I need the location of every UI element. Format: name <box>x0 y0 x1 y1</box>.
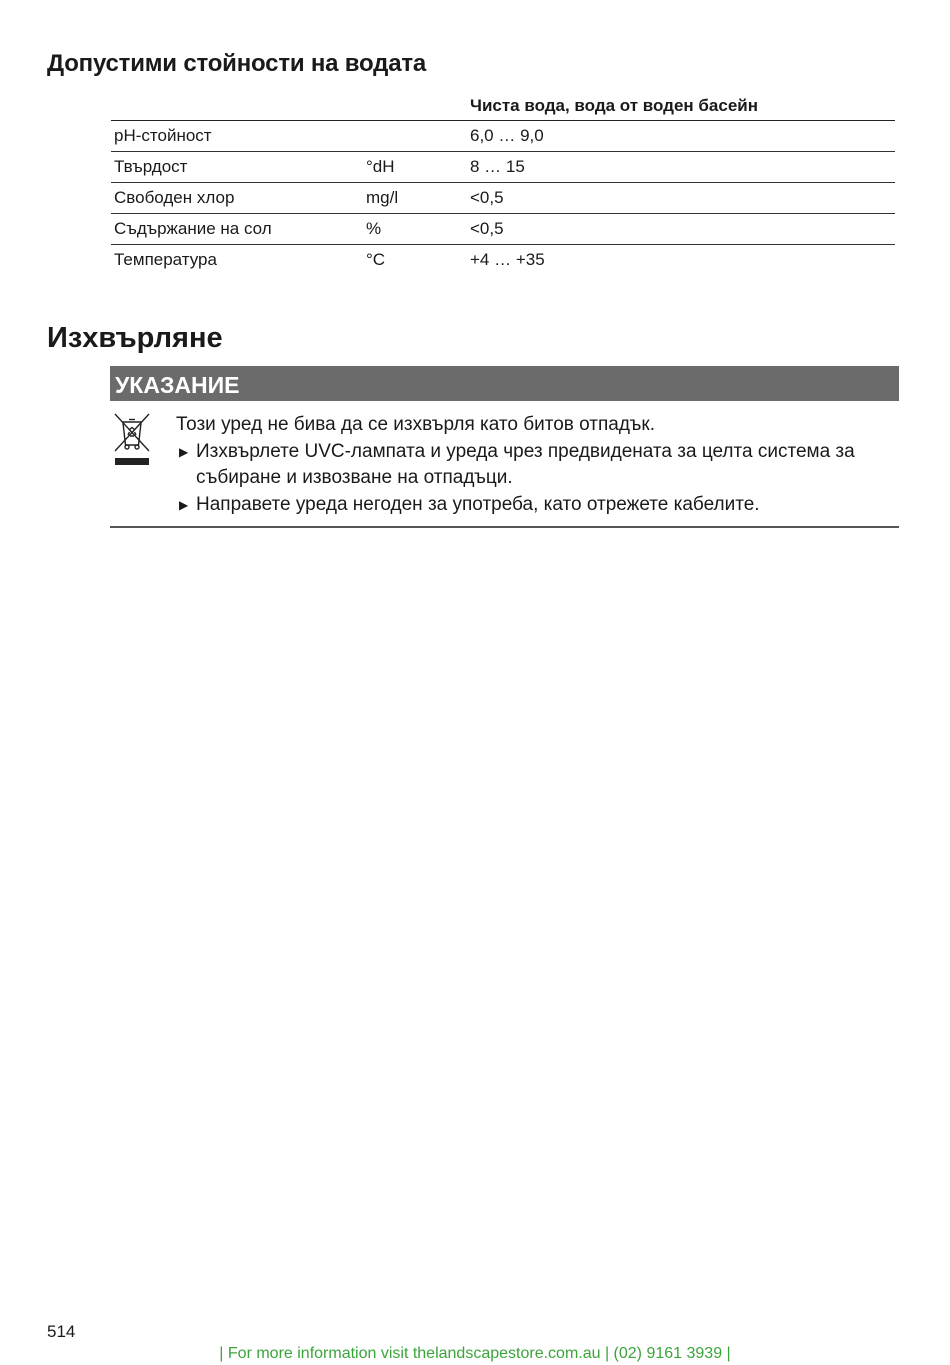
notice-text <box>176 412 886 519</box>
page-number: 514 <box>47 1322 76 1341</box>
table-cell: 8 … 15 <box>467 152 895 183</box>
table-row <box>111 245 895 276</box>
table-header-cell <box>111 92 363 121</box>
list-item <box>176 439 886 491</box>
table-row <box>111 152 895 183</box>
section-title-disposal: Изхвърляне <box>47 322 223 354</box>
table-cell: <0,5 <box>467 183 895 214</box>
table-cell: pH-стойност <box>111 121 363 152</box>
table-cell: +4 … +35 <box>470 250 545 269</box>
notice-box <box>110 402 899 528</box>
water-values-table <box>111 92 895 275</box>
table-cell: <0,5 <box>467 214 895 245</box>
table-row <box>111 183 895 214</box>
bullet-text: Изхвърлете UVC-лампата и уреда чрез предвидената за целта система за събиране и извозване на отпадъци. <box>196 441 855 488</box>
table-cell: Свободен хлор <box>111 183 363 214</box>
bullet-arrow-icon: ▶ <box>179 498 189 512</box>
table-header-cell: Чиста вода, вода от воден басейн <box>467 92 895 121</box>
table-row <box>111 121 895 152</box>
table-cell: °C <box>366 250 386 269</box>
table-cell: Температура <box>114 250 217 269</box>
notice-label-bar: УКАЗАНИЕ <box>110 366 899 401</box>
table-cell: 6,0 … 9,0 <box>467 121 895 152</box>
table-cell: °dH <box>363 152 467 183</box>
table-row <box>111 214 895 245</box>
table-cell: Съдържание на сол <box>111 214 363 245</box>
table-cell: mg/l <box>363 183 467 214</box>
table-cell: % <box>363 214 467 245</box>
bullet-arrow-icon: ▶ <box>179 445 189 459</box>
table-cell: Твърдост <box>111 152 363 183</box>
bullet-text: Направете уреда негоден за употреба, като отрежете кабелите. <box>196 494 760 515</box>
footer-link-text[interactable]: | For more information visit thelandscapestore.com.au | (02) 9161 3939 | <box>219 1345 731 1362</box>
notice-intro: Този уред не бива да се изхвърля като битов отпадък. <box>176 414 655 435</box>
list-item <box>176 492 886 518</box>
table-header-cell <box>363 92 467 121</box>
table-header-row <box>111 92 895 121</box>
crossed-out-wheelie-bin-icon <box>112 411 152 469</box>
table-cell <box>363 121 467 152</box>
section-title-water-values: Допустими стойности на водата <box>47 50 427 77</box>
